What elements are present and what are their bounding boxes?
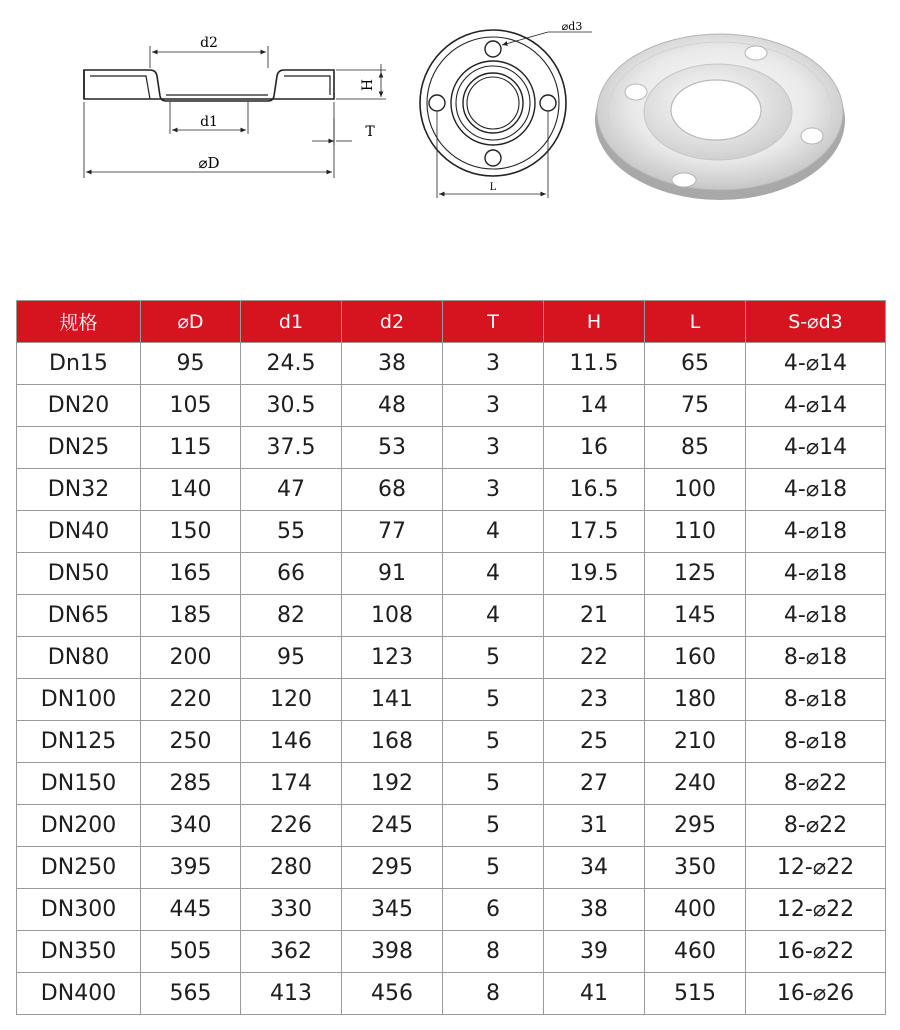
cell-outer-diameter: 220 [141, 679, 241, 721]
header-phi-d: ⌀D [141, 301, 241, 343]
cell-spec: DN50 [17, 553, 141, 595]
cell-h: 14 [544, 385, 645, 427]
table-row [17, 805, 886, 847]
cell-t: 3 [443, 343, 544, 385]
cell-outer-diameter: 445 [141, 889, 241, 931]
cell-bolt-holes: 8-⌀22 [746, 763, 886, 805]
cell-d1: 362 [241, 931, 342, 973]
cell-d2: 345 [342, 889, 443, 931]
cell-spec: DN150 [17, 763, 141, 805]
cell-bolt-holes: 4-⌀18 [746, 553, 886, 595]
cell-l: 515 [645, 973, 746, 1015]
table-row [17, 511, 886, 553]
cell-outer-diameter: 250 [141, 721, 241, 763]
cell-h: 21 [544, 595, 645, 637]
cell-l: 125 [645, 553, 746, 595]
cell-outer-diameter: 395 [141, 847, 241, 889]
cell-outer-diameter: 285 [141, 763, 241, 805]
table-row [17, 679, 886, 721]
cell-d1: 146 [241, 721, 342, 763]
cell-outer-diameter: 165 [141, 553, 241, 595]
cell-t: 4 [443, 553, 544, 595]
cell-spec: Dn15 [17, 343, 141, 385]
cell-d2: 398 [342, 931, 443, 973]
cell-d1: 24.5 [241, 343, 342, 385]
cell-spec: DN400 [17, 973, 141, 1015]
cell-bolt-holes: 16-⌀22 [746, 931, 886, 973]
label-l: L [489, 182, 497, 193]
cell-h: 23 [544, 679, 645, 721]
cell-outer-diameter: 150 [141, 511, 241, 553]
cell-spec: DN350 [17, 931, 141, 973]
cell-bolt-holes: 8-⌀18 [746, 637, 886, 679]
cell-d2: 68 [342, 469, 443, 511]
cell-h: 19.5 [544, 553, 645, 595]
cell-l: 65 [645, 343, 746, 385]
cell-outer-diameter: 340 [141, 805, 241, 847]
cell-spec: DN125 [17, 721, 141, 763]
cell-d1: 37.5 [241, 427, 342, 469]
table-row [17, 721, 886, 763]
cell-spec: DN300 [17, 889, 141, 931]
cell-h: 11.5 [544, 343, 645, 385]
header-d1: d1 [241, 301, 342, 343]
cell-t: 5 [443, 847, 544, 889]
cell-l: 160 [645, 637, 746, 679]
cell-outer-diameter: 140 [141, 469, 241, 511]
cell-bolt-holes: 12-⌀22 [746, 847, 886, 889]
label-phi-d3: ⌀d3 [561, 20, 583, 33]
cell-bolt-holes: 4-⌀18 [746, 511, 886, 553]
cell-l: 240 [645, 763, 746, 805]
cell-bolt-holes: 16-⌀26 [746, 973, 886, 1015]
cell-d2: 168 [342, 721, 443, 763]
cell-t: 6 [443, 889, 544, 931]
cell-h: 34 [544, 847, 645, 889]
cell-t: 4 [443, 511, 544, 553]
cell-bolt-holes: 4-⌀18 [746, 595, 886, 637]
cell-outer-diameter: 565 [141, 973, 241, 1015]
cell-outer-diameter: 200 [141, 637, 241, 679]
cell-d1: 120 [241, 679, 342, 721]
header-bolt-holes: S-⌀d3 [746, 301, 886, 343]
technical-drawings [0, 0, 900, 260]
cell-t: 3 [443, 427, 544, 469]
spec-table [16, 300, 886, 1015]
cell-d2: 77 [342, 511, 443, 553]
cell-d2: 123 [342, 637, 443, 679]
header-spec: 规格 [17, 301, 141, 343]
cell-l: 295 [645, 805, 746, 847]
drawing-labels [0, 0, 900, 260]
table-body [17, 343, 886, 1015]
cell-d1: 413 [241, 973, 342, 1015]
cell-h: 41 [544, 973, 645, 1015]
label-h: H [360, 78, 376, 92]
table-row [17, 637, 886, 679]
cell-spec: DN20 [17, 385, 141, 427]
cell-outer-diameter: 115 [141, 427, 241, 469]
cell-bolt-holes: 4-⌀14 [746, 427, 886, 469]
cell-d1: 330 [241, 889, 342, 931]
cell-outer-diameter: 95 [141, 343, 241, 385]
cell-h: 25 [544, 721, 645, 763]
cell-spec: DN100 [17, 679, 141, 721]
cell-l: 85 [645, 427, 746, 469]
cell-spec: DN200 [17, 805, 141, 847]
label-d2: d2 [200, 35, 218, 51]
cell-bolt-holes: 8-⌀18 [746, 679, 886, 721]
cell-l: 350 [645, 847, 746, 889]
cell-bolt-holes: 8-⌀22 [746, 805, 886, 847]
cell-h: 22 [544, 637, 645, 679]
cell-t: 3 [443, 385, 544, 427]
table-row [17, 931, 886, 973]
cell-bolt-holes: 4-⌀14 [746, 343, 886, 385]
cell-spec: DN65 [17, 595, 141, 637]
header-d2: d2 [342, 301, 443, 343]
table-row [17, 469, 886, 511]
cell-bolt-holes: 8-⌀18 [746, 721, 886, 763]
cell-spec: DN250 [17, 847, 141, 889]
cell-d2: 53 [342, 427, 443, 469]
cell-l: 100 [645, 469, 746, 511]
cell-spec: DN25 [17, 427, 141, 469]
cell-outer-diameter: 105 [141, 385, 241, 427]
cell-l: 75 [645, 385, 746, 427]
cell-d2: 245 [342, 805, 443, 847]
cell-spec: DN80 [17, 637, 141, 679]
cell-l: 460 [645, 931, 746, 973]
table-row [17, 553, 886, 595]
table-row [17, 847, 886, 889]
cell-d2: 295 [342, 847, 443, 889]
cell-h: 16 [544, 427, 645, 469]
cell-spec: DN40 [17, 511, 141, 553]
table-row [17, 385, 886, 427]
cell-t: 5 [443, 721, 544, 763]
cell-t: 5 [443, 637, 544, 679]
cell-t: 5 [443, 805, 544, 847]
cell-h: 16.5 [544, 469, 645, 511]
cell-h: 31 [544, 805, 645, 847]
header-h: H [544, 301, 645, 343]
cell-d1: 47 [241, 469, 342, 511]
table-row [17, 343, 886, 385]
cell-bolt-holes: 12-⌀22 [746, 889, 886, 931]
cell-bolt-holes: 4-⌀18 [746, 469, 886, 511]
cell-t: 5 [443, 763, 544, 805]
label-d1: d1 [200, 114, 218, 130]
cell-outer-diameter: 505 [141, 931, 241, 973]
cell-h: 17.5 [544, 511, 645, 553]
cell-d1: 30.5 [241, 385, 342, 427]
label-phi-d: ⌀D [198, 154, 220, 172]
cell-d1: 226 [241, 805, 342, 847]
table-row [17, 889, 886, 931]
cell-h: 27 [544, 763, 645, 805]
cell-d1: 174 [241, 763, 342, 805]
label-t: T [365, 124, 375, 140]
table-header-row [17, 301, 886, 343]
cell-t: 8 [443, 973, 544, 1015]
cell-t: 3 [443, 469, 544, 511]
cell-spec: DN32 [17, 469, 141, 511]
cell-d1: 280 [241, 847, 342, 889]
cell-l: 145 [645, 595, 746, 637]
cell-t: 5 [443, 679, 544, 721]
cell-outer-diameter: 185 [141, 595, 241, 637]
cell-d2: 48 [342, 385, 443, 427]
cell-d1: 95 [241, 637, 342, 679]
table-row [17, 595, 886, 637]
cell-t: 4 [443, 595, 544, 637]
cell-d2: 141 [342, 679, 443, 721]
cell-d2: 108 [342, 595, 443, 637]
cell-t: 8 [443, 931, 544, 973]
cell-d2: 38 [342, 343, 443, 385]
cell-l: 400 [645, 889, 746, 931]
cell-l: 180 [645, 679, 746, 721]
cell-d2: 192 [342, 763, 443, 805]
cell-d1: 55 [241, 511, 342, 553]
cell-d2: 91 [342, 553, 443, 595]
table-row [17, 973, 886, 1015]
cell-l: 110 [645, 511, 746, 553]
cell-h: 39 [544, 931, 645, 973]
cell-l: 210 [645, 721, 746, 763]
table-row [17, 763, 886, 805]
cell-bolt-holes: 4-⌀14 [746, 385, 886, 427]
header-t: T [443, 301, 544, 343]
cell-d1: 66 [241, 553, 342, 595]
header-l: L [645, 301, 746, 343]
table-row [17, 427, 886, 469]
cell-d2: 456 [342, 973, 443, 1015]
cell-d1: 82 [241, 595, 342, 637]
cell-h: 38 [544, 889, 645, 931]
